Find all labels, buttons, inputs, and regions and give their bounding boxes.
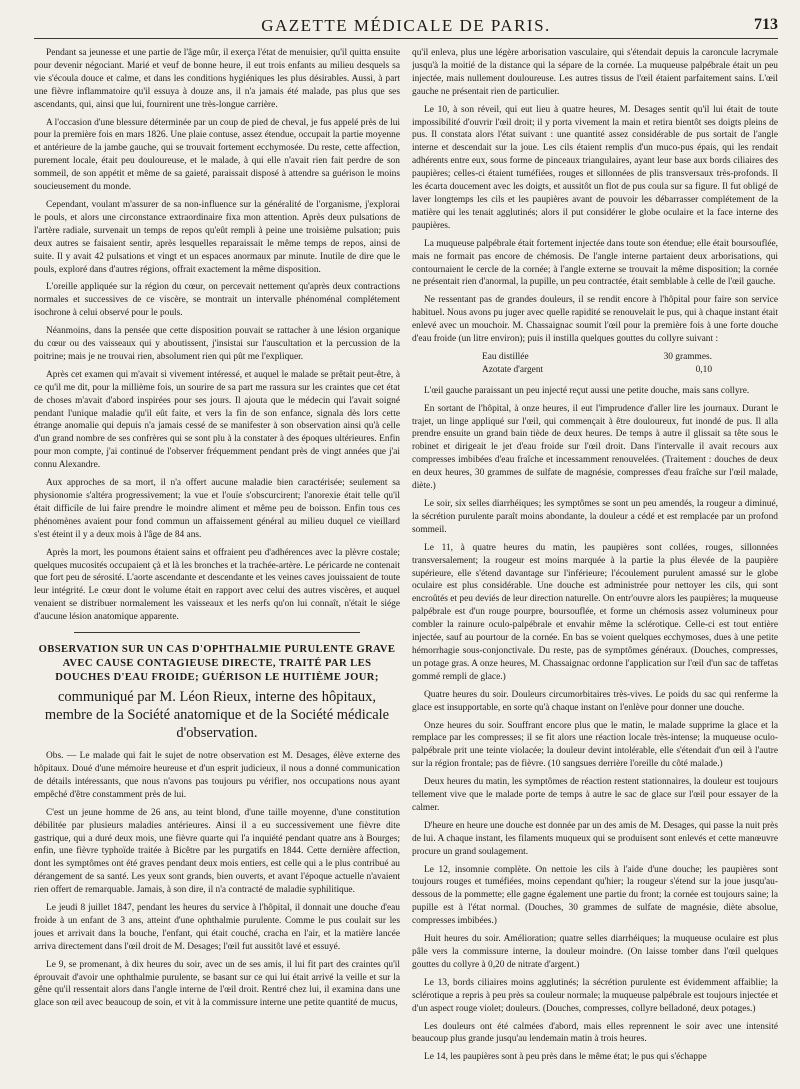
- prescription-qty: 30 grammes.: [663, 351, 712, 362]
- paragraph: Deux heures du matin, les symptômes de réaction restent stationnaires, la douleur est toujours tellement vive que le malade porte de temps à autre le sac de glace sur l'œil pour essayer de la calmer.: [412, 777, 778, 813]
- paragraph: Cependant, voulant m'assurer de sa non-influence sur la généralité de l'organisme, j'explorai le pouls, et alors une circonstance extraordinaire fixa mon attention. Après deux pulsations de l'artère radiale, survenait un temps de repos qu'eût rempli à peine une troisième pulsation; puis deux autres se faisaient sentir, après lesquelles reparaissait le même temps de repos, ainsi de suite. Il y avait 42 pulsations et vingt et un espaces anormaux par minute. Inutile de dire que le pouls, exploré dans d'autres régions, offrait exactement la même disposition.: [34, 199, 400, 275]
- paragraph: C'est un jeune homme de 26 ans, au teint blond, d'une taille moyenne, d'une constitution débilitée par plusieurs maladies antérieures. Ainsi il a eu successivement une fièvre dite gastrique, qui a duré deux mois, une fièvre quarte qui l'a inquiété pendant quatre ans à Bourges; enfin, une fièvre typhoïde traitée à Bicêtre par les purgatifs en 1844. Cette dernière affection, dont les symptômes ont été graves pendant deux mois entiers, est celle qui a le plus contribué au dérangement de sa santé. Les yeux sont grands, bien ouverts, et avant l'époque actuelle n'avaient rien offert de remarquable. Jamais, à son dire, il n'a contracté de maladie syphilitique.: [34, 807, 400, 896]
- paragraph: Les douleurs ont été calmées d'abord, mais elles reprennent le soir avec une intensité beaucoup plus grande jusqu'au lendemain matin à trois heures.: [412, 1021, 778, 1045]
- paragraph: Obs. — Le malade qui fait le sujet de notre observation est M. Desages, élève externe des hôpitaux. Doué d'une mémoire heureuse et d'un esprit judicieux, il nous a donné communication de détails intéressants, que nous n'avons pas toujours pu vérifier, nos occupations nous ayant empêché d'être constamment près de lui.: [34, 751, 400, 800]
- paragraph: Le soir, six selles diarrhéiques; les symptômes se sont un peu amendés, la rougeur a diminué, la sécrétion purulente paraît moins abondante, la douleur a cédé et est remplacée par un profond sommeil.: [412, 499, 778, 535]
- paragraph: Le 12, insomnie complète. On nettoie les cils à l'aide d'une douche; les paupières sont toujours rouges et tuméfiées, moins cependant qu'hier; la rougeur s'étend sur la joue jusqu'au-dessous de la pommette; elle gagne également une partie du front; la cornée est toujours saine; la pupille est à l'état normal. (Douches, 30 grammes de sulfate de magnésie, diète absolue, compresses imbibées.): [412, 864, 778, 927]
- paragraph: La muqueuse palpébrale était fortement injectée dans toute son étendue; elle était boursouflée, mais ne formait pas encore de chémosis. De l'angle interne partaient deux arborisations, qui contournaient le cercle de la cornée; à l'angle externe se trouvait la même disposition; la cornée ne présentait rien d'anormal, la pupille, un peu contractée, était semblable à celle de l'œil gauche.: [412, 238, 778, 288]
- left-column: [34, 47, 400, 1082]
- paragraph: Pendant sa jeunesse et une partie de l'âge mûr, il exerça l'état de menuisier, qu'il quitta ensuite pour devenir négociant. Marié et veuf de bonne heure, il eut trois enfants au milieu desquels sa vie s'écoula douce et calme, et dans les conditions hygiéniques les plus désirables. Aussi, à part une fièvre inflammatoire qu'il essuya à douze ans, il n'a jamais été malade, pas plus que ses ascendants, qui, ainsi que lui, fournirent une très-longue carrière.: [34, 48, 400, 110]
- paragraph: Le 10, à son réveil, qui eut lieu à quatre heures, M. Desages sentit qu'il lui était de toute impossibilité d'ouvrir l'œil droit; il y porta vivement la main et retira bientôt ses doigts pleins de pus. Il constata alors l'état suivant : une quantité assez considérable de pus sortait de l'angle interne et descendait sur la joue. Les cils étaient remplis d'un muco-pus épais, qui les rendait adhérents entre eux, sous forme de pinceaux triangulaires, ayant leur base aux bords ciliaires des paupières; celles-ci étaient tuméfiées, rouges et sillonnées de plis transversaux très-profonds. Il les écarta doucement avec les doigts, et aussitôt un flot de pus coula sur sa figure. Il fut obligé de laver longtemps les cils et les paupières avant de pouvoir les débarrasser complétement de la matière qui les tenait agglutinés; alors il put considérer le globe oculaire et la face interne des paupières.: [412, 104, 778, 231]
- observation-title: OBSERVATION SUR UN CAS D'OPHTHALMIE PURULENTE GRAVE AVEC CAUSE CONTAGIEUSE DIRECTE, TRAITÉ PAR LES DOUCHES D'EAU FROIDE; GUÉRISON LE HUITIÈME JOUR;: [38, 644, 396, 684]
- paragraph: Le jeudi 8 juillet 1847, pendant les heures du service à l'hôpital, il donnait une douche d'eau froide à un enfant de 3 ans, atteint d'une ophthalmie purulente. Comme le pus coulait sur les joues et arrivait dans la bouche, l'enfant, qui était couché, cracha en l'air, et la matière lancée arriva directement dans l'œil droit de M. Desages; l'œil fut aussitôt lavé et essuyé.: [34, 903, 400, 952]
- paragraph: Le 14, les paupières sont à peu près dans le même état; le pus qui s'échappe: [424, 1052, 707, 1063]
- paragraph: Après cet examen qui m'avait si vivement intéressé, et auquel le malade se prêtait peut-être, à ce qu'il me dit, pour la millième fois, un sourire de sa part me rassura sur les craintes que cet état de choses m'avait d'abord inspirées pour ses jours. Il ajouta que le médecin qui l'avait soigné pendant l'unique maladie qu'il eût faite, et vers la fin de son enfance, signala dès lors cette étrange anomalie qui depuis n'a jamais cessé de se manifester à son observation ainsi qu'à celle d'un grand nombre de ses confrères qui se sont plu à la constater à des époques ultérieures. Enfin pour mon compte, j'ai continué de l'observer fréquemment pendant près de vingt années que j'ai connu Alexandre.: [34, 369, 400, 471]
- paragraph: Néanmoins, dans la pensée que cette disposition pouvait se rattacher à une lésion organique du cœur ou des vaisseaux qui y aboutissent, j'insistai sur l'auscultation et la percussion de la poitrine; mais je ne trouvai rien, absolument rien qui pût me l'expliquer.: [34, 326, 400, 362]
- paragraph: D'heure en heure une douche est donnée par un des amis de M. Desages, qui passe la nuit près de lui. A chaque instant, les filaments muqueux qui se produisent sont enlevés et cette manœuvre procure un grand soulagement.: [412, 820, 778, 857]
- prescription-name: Azotate d'argent: [482, 364, 544, 375]
- paragraph: Ne ressentant pas de grandes douleurs, il se rendit encore à l'hôpital pour faire son service habituel. Nous avons pu juger avec quelle rapidité se renouvelait le pus, qui à chaque instant était enlevé avec un mouchoir. M. Chassaignac soumit l'œil pour la première fois à une forte douche d'eau froide (un litre environ); puis il instilla quelques gouttes du collyre suivant :: [412, 295, 778, 345]
- prescription-row: [482, 364, 712, 377]
- page-header: [34, 14, 778, 39]
- paragraph: L'œil gauche paraissant un peu injecté reçut aussi une petite douche, mais sans collyre.: [424, 385, 750, 396]
- paragraph: L'oreille appliquée sur la région du cœur, on percevait nettement qu'après deux contractions normales et successives de ce viscère, se montrait un intervalle phénoménal complétement isochrone à celui observé pour le pouls.: [34, 282, 400, 319]
- right-column: [412, 47, 778, 1082]
- paragraph: Le 9, se promenant, à dix heures du soir, avec un de ses amis, il lui fit part des craintes qu'il éprouvait d'avoir une ophthalmie purulente, se basant sur ce qui lui était arrivé la veille et sur la gêne qu'il ressentait alors dans l'angle interne de l'œil droit. Rentré chez lui, il examina dans une glace son œil avec beaucoup de soin, et vit à la commissure interne une petite quantité de mucus,: [34, 959, 400, 1009]
- prescription-qty: 0,10: [695, 364, 712, 375]
- prescription-table: [482, 351, 778, 377]
- page-number: 713: [754, 16, 778, 33]
- section-divider: [74, 632, 360, 633]
- paragraph: Aux approches de sa mort, il n'a offert aucune maladie bien caractérisée; seulement sa physionomie s'altéra progressivement; la vue et l'ouïe s'obscurcirent; l'anorexie était telle qu'il était difficile de lui faire prendre le moindre aliment et même peu de boisson. Enfin tous ces phénomènes avaient pour fond commun un affaissement général au milieu duquel ce vieillard s'est éteint il y a deux mois à l'âge de 84 ans.: [34, 478, 400, 540]
- paragraph: A l'occasion d'une blessure déterminée par un coup de pied de cheval, je fus appelé près de lui pour la première fois en mars 1826. Une plaie contuse, assez étendue, occupait la partie moyenne et antérieure de la jambe gauche, qui se trouvait fortement ecchymosée. Du reste, cette affection, purement locale, était peu douloureuse, et le malade, à qui elle n'avait rien fait perdre de son sommeil, de son appétit et même de sa gaieté, paraissait disposé à attendre sa guérison le moins soucieusement du monde.: [34, 117, 400, 193]
- journal-title: GAZETTE MÉDICALE DE PARIS.: [261, 16, 551, 35]
- paragraph: Huit heures du soir. Amélioration; quatre selles diarrhéiques; la muqueuse oculaire est plus pâle vers la commissure interne, la douleur moindre. (On laisse tomber dans l'œil quelques gouttes du collyre à 0,20 de nitrate d'argent.): [412, 934, 778, 970]
- paragraph: Onze heures du soir. Souffrant encore plus que le matin, le malade supprime la glace et la remplace par les compresses; il se fit alors une réaction locale très-intense; la muqueuse oculo-palpébrale prit une teinte violacée; la douleur devint intolérable, elle s'étendait d'un œil à l'autre sur la région frontale; pas de fièvre. (10 sangsues derrière l'oreille du côté malade.): [412, 720, 778, 770]
- observation-author: communiqué par M. Léon Rieux, interne des hôpitaux, membre de la Société anatomique et de la Société médicale d'observation.: [44, 689, 390, 742]
- paragraph: Le 11, à quatre heures du matin, les paupières sont collées, rouges, sillonnées transversalement; la rougeur est moins marquée à la partie la plus élevée de la paupière supérieure, elle s'étend davantage sur l'inférieure; l'écoulement purulent amassé sur le globe oculaire est plus considérable. Une douche est administrée pour nettoyer les cils, qui sont encroûtés et peu deviés de leur direction naturelle. On entr'ouvre alors les paupières; la muqueuse palpébrale est d'un rouge pourpre, boursouflée, et forme un chémosis assez volumineux pour combler la rainure oculo-palpébrale et envahir même la sclérotique. Celle-ci est tout entière injectée, sauf au pourtour de la cornée. En bas se voient quelques ecchymoses, dues à une petite hémorrhagie sous-conjonctivale. Du reste, pas de symptômes généraux. (Douches, compresses, un potage gras. A onze heures, M. Chassaignac ordonne l'application sur l'œil d'un sac de taffetas gommé rempli de glace.): [412, 542, 778, 682]
- prescription-row: [482, 351, 712, 364]
- paragraph: Après la mort, les poumons étaient sains et offraient peu d'adhérences avec la plèvre costale; quelques mucosités occupaient çà et là les bronches et la trachée-artère. Le péricarde ne contenait que fort peu de sérosité. L'aorte ascendante et descendante et les veines caves jouissaient de toute leur intégrité. Le cœur dont le volume était en rapport avec celui des autres viscères, et auquel venaient se distribuer normalement les vaisseaux et les nerfs qu'on lui connaît, n'était le siége d'aucune lésion anatomique apparente.: [34, 547, 400, 623]
- prescription-name: Eau distillée: [482, 351, 529, 362]
- paragraph: En sortant de l'hôpital, à onze heures, il eut l'imprudence d'aller lire les journaux. Durant le trajet, un linge appliqué sur l'œil, qui commençait à être douloureux, fut inondé de pus. Il alla prendre ensuite un grand bain tiède de deux heures. De temps à autre il glissait sa tête sous le robinet et dirigeait le jet d'eau froide sur l'œil droit. Dans l'intervalle il avait recours aux compresses imbibées d'eau fraîche et incessamment renouvelées. (Traitement : douches de deux en deux heures, 30 grammes de sulfate de magnésie, compresses d'eau fraîche sur l'œil malade, diète.): [412, 403, 778, 492]
- observation-heading: [34, 643, 400, 742]
- paragraph: Le 13, bords ciliaires moins agglutinés; la sécrétion purulente est évidemment affaiblie; la sclérotique a repris à peu près sa couleur normale; la muqueuse palpébrale est toujours injectée et d'un aspect rouge violet; douleurs. (Douches, compresses, collyre belladoné, deux potages.): [412, 977, 778, 1014]
- paragraph: qu'il enleva, plus une légère arborisation vasculaire, qui s'étendait depuis la caroncule lacrymale jusqu'à la moitié de la distance qui la sépare de la cornée. La muqueuse palpébrale était un peu injectée, mais nullement douloureuse. Les autres tissus de l'œil étaient parfaitement sains. L'œil gauche ne présentait rien de particulier.: [412, 48, 778, 97]
- paragraph: Quatre heures du soir. Douleurs circumorbitaires très-vives. Le poids du sac qui renferme la glace est insupportable, en sorte qu'à chaque instant on l'enlève pour donner une douche.: [412, 689, 778, 713]
